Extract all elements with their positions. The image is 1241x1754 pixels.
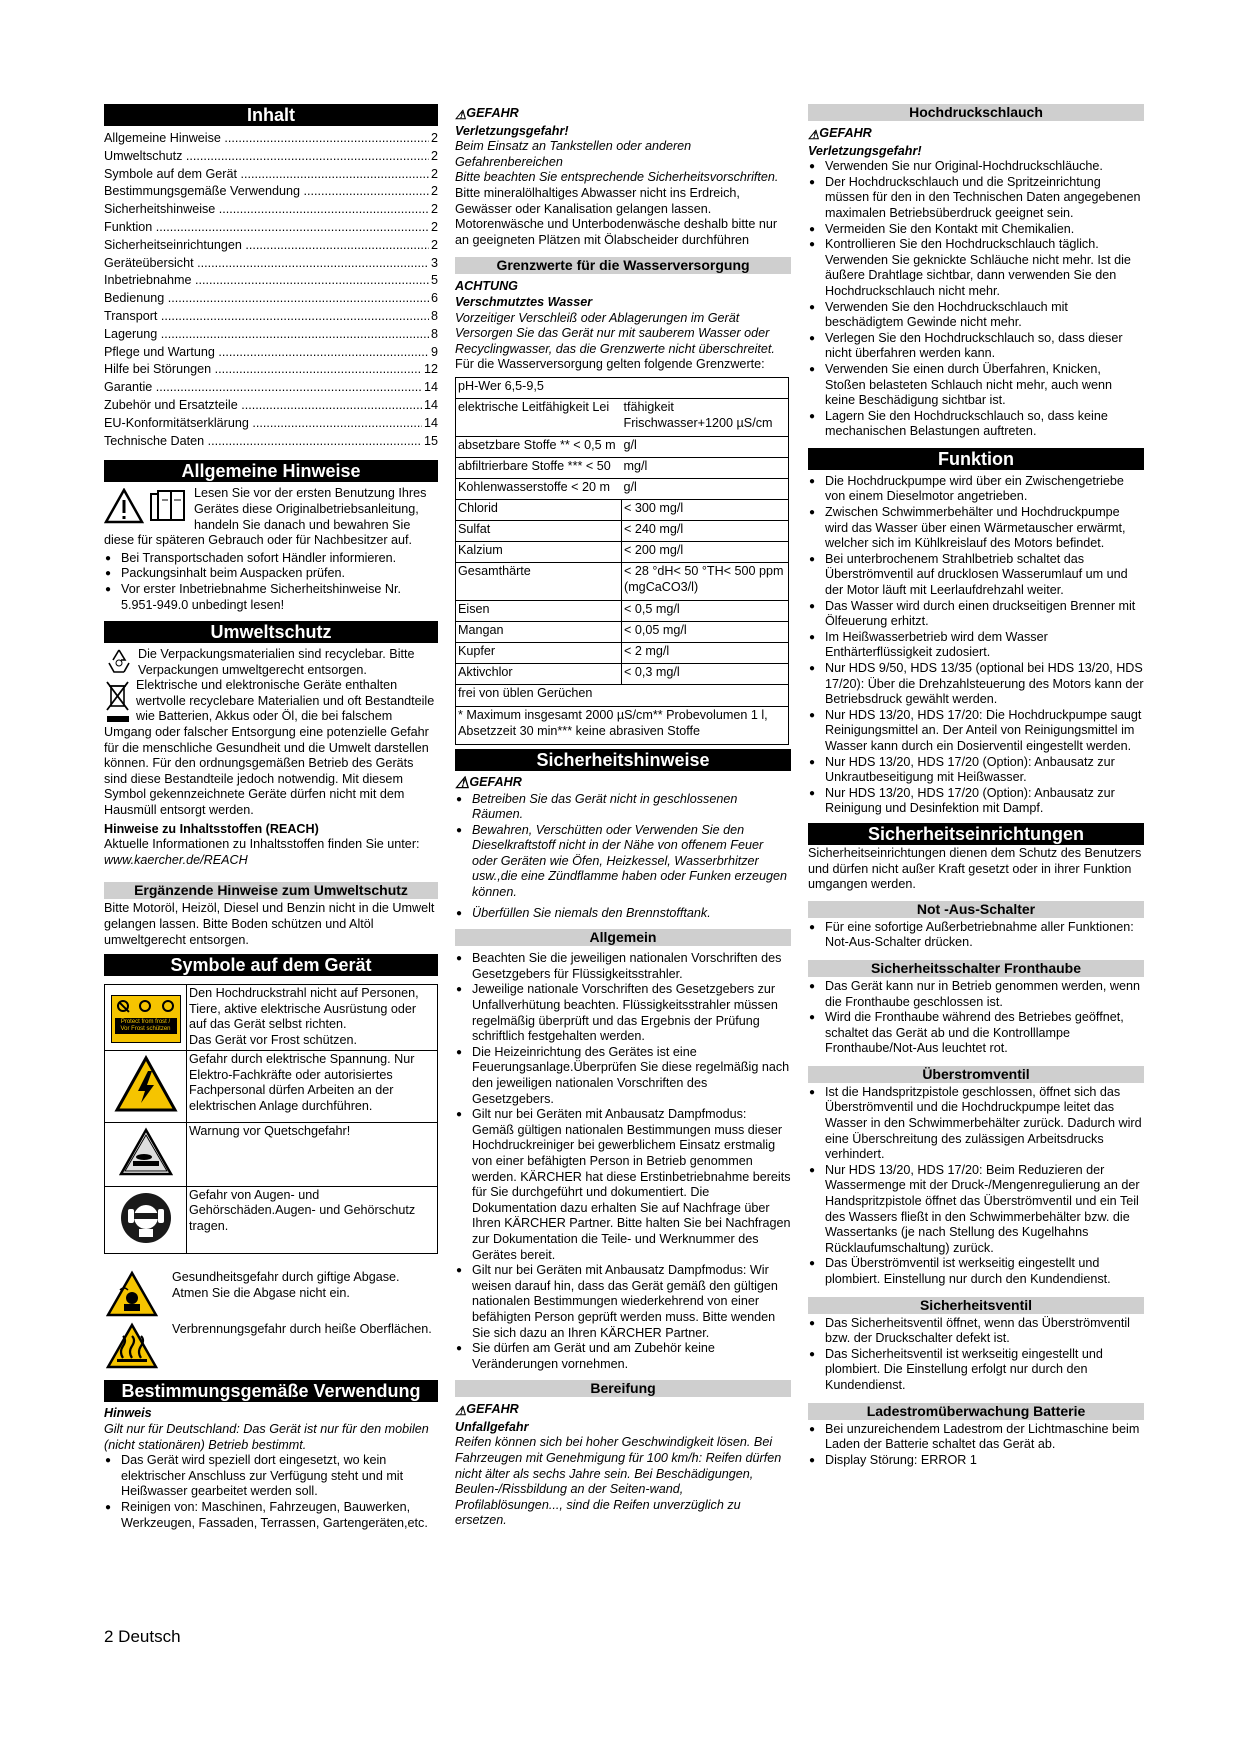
toc-entry[interactable] — [104, 237, 438, 255]
list-item: ● Nur HDS 13/20, HDS 17/20: Beim Reduzieren der Wassermenge mit der Druck-/Mengenregulierung an der Handspritzpistole öffnet das Überströmventil und ein Teil des Wassers fließt in den Schwimmerbehälter bzw. die Wassertanks (je nach Stellung des Kugelhahns Rücklaufumschaltung) zurück. — [808, 1163, 1144, 1257]
hinweis-text: Gilt nur für Deutschland: Das Gerät ist nur für den mobilen (nicht stationären) Betrieb bestimmt. — [104, 1421, 429, 1452]
toc-entry-title: Transport ..... — [104, 308, 429, 326]
table-row — [105, 985, 438, 1051]
list-item: ● Packungsinhalt beim Auspacken prüfen. — [104, 566, 438, 582]
table-row — [456, 541, 789, 562]
allgemeine-hinweise-intro: Lesen Sie vor der ersten Benutzung Ihres Gerätes diese Originalbetriebsanleitung, handeln Sie danach und bewahren Sie diese für späteren Gebrauch oder für Nachbesitzer auf. — [104, 486, 427, 548]
ueberstromventil-heading: Überstromventil — [808, 1066, 1144, 1083]
toc-entry[interactable] — [104, 183, 438, 201]
list-item: ● Vor erster Inbetriebnahme Sicherheitshinweise Nr. 5.951-949.0 unbedingt lesen! — [104, 582, 438, 613]
toc-entry-title: Allgemeine Hinweise ..... — [104, 130, 429, 148]
toc-entry-page: 3 — [430, 255, 438, 270]
fronthaube-heading: Sicherheitsschalter Fronthaube — [808, 960, 1144, 977]
toc-entry[interactable] — [104, 433, 438, 451]
table-row — [456, 520, 789, 541]
table-cell: < 2 mg/l — [622, 642, 789, 663]
grenzwerte-table — [455, 377, 789, 745]
table-cell: g/l — [622, 478, 789, 499]
toc-entry-page: 8 — [430, 308, 438, 323]
table-row — [105, 1186, 438, 1254]
toc-entry-title: Geräteübersicht ..... — [104, 255, 429, 273]
sicherheitseinrichtungen-heading: Sicherheitseinrichtungen — [808, 823, 1144, 845]
table-cell: < 300 mg/l — [622, 499, 789, 520]
table-row — [456, 398, 789, 436]
toc-entry-title: Zubehör und Ersatzteile ..... — [104, 397, 422, 415]
crossed-bin-icon — [106, 680, 130, 724]
list-item: ● Nur HDS 13/20, HDS 17/20: Die Hochdruckpumpe saugt Reinigungsmittel an. Der Anteil von Reinigungsmittel im Wasser kann durch ein Dosierventil eingestellt werden. — [808, 708, 1144, 755]
list-item: ● Ist die Handspritzpistole geschlossen, öffnet sich das Überströmventil und die Hochdruckpumpe leitet das Wasser in den Schwimmerbehälter zurück. Dadurch wird eine Überschreitung des zulässigen Arbeitsdrucks verhindert. — [808, 1085, 1144, 1163]
electric-hazard-icon — [114, 1055, 178, 1113]
toc-entry-page: 2 — [430, 166, 438, 181]
list-item: ● Beachten Sie die jeweiligen nationalen Vorschriften des Gesetzgebers für Flüssigkeitsstrahler. — [455, 951, 791, 982]
toc-entry[interactable] — [104, 290, 438, 308]
toc-entry[interactable] — [104, 361, 438, 379]
table-cell: < 28 °dH< 50 °TH< 500 ppm (mgCaCO3/l) — [622, 562, 789, 600]
table-cell: Kupfer — [456, 642, 622, 663]
table-cell: elektrische Leitfähigkeit Lei — [456, 398, 622, 436]
toc-entry[interactable] — [104, 379, 438, 397]
toc-entry-title: Inbetriebnahme ..... — [104, 272, 429, 290]
toc-entry-title: Technische Daten ..... — [104, 433, 422, 451]
toc-entry-title: Hilfe bei Störungen ..... — [104, 361, 422, 379]
list-item: ● Verwenden Sie den Hochdruckschlauch mit beschädigtem Gewinde nicht mehr. — [808, 300, 1144, 331]
list-item: ● Verwenden Sie nur Original-Hochdruckschläuche. — [808, 159, 1144, 175]
table-row — [456, 684, 789, 706]
vorschriften-text: Bitte beachten Sie entsprechende Sicherheitsvorschriften. — [455, 170, 779, 185]
table-cell: < 240 mg/l — [622, 520, 789, 541]
warning-triangle-icon: ⚠ — [808, 128, 820, 142]
symbol-text: Gefahr von Augen- und Gehörschäden.Augen- und Gehörschutz tragen. — [187, 1186, 438, 1254]
tankstellen-text: Beim Einsatz an Tankstellen oder anderen Gefahrenbereichen — [455, 139, 692, 169]
table-row — [456, 457, 789, 478]
list-item: ● Reinigen von: Maschinen, Fahrzeugen, Bauwerken, Werkzeugen, Fassaden, Terrassen, Gartengeräten,etc. — [104, 1500, 438, 1531]
table-cell: Gesamthärte — [456, 562, 622, 600]
manual-book-icon — [148, 488, 188, 524]
toc-entry-page: 2 — [430, 202, 438, 217]
toc-entry-title: Sicherheitseinrichtungen ..... — [104, 237, 429, 255]
gefahr-text: GEFAHR — [469, 774, 522, 789]
toc-entry-page: 5 — [430, 273, 438, 288]
toc-entry-title: Bedienung ..... — [104, 290, 429, 308]
table-cell: pH-Wer 6,5-9,5 — [456, 377, 789, 398]
list-item: ● Das Überströmventil ist werkseitig eingestellt und plombiert. Einstellung nur durch den Kundendienst. — [808, 1256, 1144, 1287]
table-cell: Eisen — [456, 600, 622, 621]
reach-title: Hinweise zu Inhaltsstoffen (REACH) — [104, 821, 319, 836]
recycle-icon — [104, 647, 134, 675]
list-item: ● Bewahren, Verschütten oder Verwenden Sie den Dieselkraftstoff nicht in der Nähe von offenem Feuer oder Geräten wie Öfen, Heizkessel, Wasserbrhitzer usw.,die eine Zündflamme haben oder Funken erzeugen können. — [455, 823, 791, 901]
ergaenzende-hinweise-text: Bitte Motoröl, Heizöl, Diesel und Benzin nicht in die Umwelt gelangen lassen. Bitte Boden schützen und Altöl umweltgerecht entsorgen. — [104, 901, 435, 947]
table-cell: absetzbare Stoffe ** < 0,5 m — [456, 436, 622, 457]
table-cell: abfiltrierbare Stoffe *** < 50 — [456, 457, 622, 478]
table-row — [456, 377, 789, 398]
abwasser-text: Bitte mineralölhaltiges Abwasser nicht ins Erdreich, Gewässer oder Kanalisation gelangen lassen. Motorenwäsche und Unterbodenwäsche deshalb bitte nur an geeigneten Plätzen mit Ölabscheider durchführen — [455, 185, 778, 247]
table-cell: * Maximum insgesamt 2000 µS/cm** Probevolumen 1 l, Absetzzeit 30 min*** keine abrasiven Stoffe — [456, 706, 789, 744]
table-of-contents — [104, 130, 438, 450]
bereifung-text: Reifen können sich bei hoher Geschwindigkeit lösen. Bei Fahrzeugen mit Genehmigung für 100 km/h: Reifen dürfen nicht älter als sechs Jahre sein. Bei Beschädigungen, Beulen-/Rissbildung an der Seiten-wand, Profilablösungen..., sind die Reifen unverzüglich zu ersetzen. — [455, 1435, 782, 1528]
ladestrom-heading: Ladestromüberwachung Batterie — [808, 1403, 1144, 1420]
toc-entry-title: Bestimmungsgemäße Verwendung ..... — [104, 183, 429, 201]
hinweis-label: Hinweis — [104, 1406, 152, 1421]
ergaenzende-hinweise-heading: Ergänzende Hinweise zum Umweltschutz — [104, 882, 438, 899]
hot-surface-text: Verbrennungsgefahr durch heiße Oberflächen. — [172, 1322, 432, 1337]
crush-hazard-icon — [119, 1127, 173, 1177]
reach-paragraph — [104, 837, 438, 868]
table-row — [456, 642, 789, 663]
list-item: ● Zwischen Schwimmerbehälter und Hochdruckpumpe wird das Wasser über einen Wärmetauscher erwärmt, welcher sich im Kühlkreislauf des Motors befindet. — [808, 505, 1144, 552]
toc-entry[interactable] — [104, 326, 438, 344]
toc-entry[interactable] — [104, 344, 438, 362]
eye-ear-protection-icon — [119, 1191, 173, 1245]
umweltschutz-p1: Die Verpackungsmaterialien sind recyclebar. Bitte Verpackungen umweltgerecht entsorgen. — [138, 647, 415, 677]
sicherheitseinrichtungen-text: Sicherheitseinrichtungen dienen dem Schutz des Benutzers und dürfen nicht außer Kraft gesetzt oder in ihrer Funktion umgangen werden. — [808, 845, 1142, 892]
funktion-heading: Funktion — [808, 448, 1144, 470]
table-cell: g/l — [622, 436, 789, 457]
toc-entry[interactable] — [104, 201, 438, 219]
table-cell: Chlorid — [456, 499, 622, 520]
toc-entry-page: 8 — [430, 326, 438, 341]
verletzungsgefahr: Verletzungsgefahr! — [455, 123, 569, 138]
bestimmung-heading: Bestimmungsgemäße Verwendung — [104, 1380, 438, 1402]
list-item: ● Für eine sofortige Außerbetriebnahme aller Funktionen: Not-Aus-Schalter drücken. — [808, 920, 1144, 951]
reach-link[interactable]: www.kaercher.de/REACH — [104, 852, 248, 867]
toc-entry-title: Funktion ..... — [104, 219, 429, 237]
sicherheitsventil-heading: Sicherheitsventil — [808, 1297, 1144, 1314]
gefahr-text: GEFAHR — [466, 1402, 519, 1417]
table-row — [456, 499, 789, 520]
allgemeine-hinweise-section — [104, 486, 438, 613]
list-item: ● Das Wasser wird durch einen druckseitigen Brenner mit Ölfeuerung erhitzt. — [808, 599, 1144, 630]
toc-entry[interactable] — [104, 130, 438, 148]
table-cell: tfähigkeit Frischwasser+1200 µS/cm — [622, 398, 789, 436]
toc-entry-page: 2 — [430, 219, 438, 234]
list-item: ● Nur HDS 13/20, HDS 17/20 (Option): Anbausatz zur Reinigung und Desinfektion mit Dampf. — [808, 786, 1144, 817]
table-cell: Aktivchlor — [456, 663, 622, 684]
table-row — [105, 1123, 438, 1187]
toc-entry-page: 6 — [430, 291, 438, 306]
toc-entry-title: Umweltschutz ..... — [104, 148, 429, 166]
toc-entry-page: 9 — [430, 344, 438, 359]
list-item: ● Nur HDS 9/50, HDS 13/35 (optional bei HDS 13/20, HDS 17/20): Über die Drehzahlsteuerung des Motors kann der Betriebsdruck gewählt werden. — [808, 661, 1144, 708]
column-1 — [104, 104, 438, 1531]
notaus-heading: Not -Aus-Schalter — [808, 901, 1144, 918]
list-item: ● Betreiben Sie das Gerät nicht in geschlossenen Räumen. — [455, 792, 791, 823]
toc-entry-page: 14 — [423, 397, 438, 412]
toc-entry-title: EU-Konformitätserklärung ..... — [104, 415, 422, 433]
table-row — [456, 663, 789, 684]
grenzwerte-intro: Für die Wasserversorgung gelten folgende Grenzwerte: — [455, 357, 765, 372]
gefahr-label — [455, 106, 791, 124]
umweltschutz-p2: Elektrische und elektronische Geräte enthalten wertvolle recyclebare Materialien und oft Bestandteile wie Batterien, Akkus oder Öl, die bei falschem Umgang oder falscher Entsorgung eine potenzielle Gefahr für die menschliche Gesundheit und die Umwelt darstellen können. Für den ordnungsgemäßen Betrieb des Geräts sind diese Bestandteile jedoch notwendig. Mit diesem Symbol gekennzeichnete Geräte dürfen nicht mit dem Hausmüll entsorgt werden. — [104, 678, 435, 818]
bereifung-heading: Bereifung — [455, 1380, 791, 1397]
hot-surface-icon — [106, 1322, 158, 1370]
list-item: ● Sie dürfen am Gerät und am Zubehör keine Veränderungen vornehmen. — [455, 1341, 791, 1372]
achtung-label: ACHTUNG — [455, 279, 518, 294]
symbol-table — [104, 984, 438, 1254]
list-item: ● Bei Transportschaden sofort Händler informieren. — [104, 551, 438, 567]
list-item: ● Bei unzureichendem Ladestrom der Lichtmaschine beim Laden der Batterie schaltet das Gerät ab. — [808, 1422, 1144, 1453]
list-item: ● Gilt nur bei Geräten mit Anbausatz Dampfmodus: Gemäß gültigen nationalen Bestimmungen muss dieser Hochdruckreiniger bei gewerblichem Einsatz erstmalig von einer befähigten Person in Betrieb genommen werden. KÄRCHER hat diese Erstinbetriebnahme bereits für Sie durchgeführt und dokumentiert. Die Dokumentation dazu erhalten Sie auf Nachfrage über Ihren KÄRCHER Partner. Bitte halten Sie bei Nachfragen zur Dokumentation die Teile- und Werknummer des Gerätes bereit. — [455, 1107, 791, 1263]
abgase-text: Gesundheitsgefahr durch giftige Abgase. Atmen Sie die Abgase nicht ein. — [172, 1270, 400, 1300]
unfallgefahr: Unfallgefahr — [455, 1419, 529, 1434]
abgase-row — [104, 1270, 438, 1318]
grenzwerte-text: Vorzeitiger Verschleiß oder Ablagerungen im Gerät Versorgen Sie das Gerät nur mit sauberem Wasser oder Recyclingwasser, das die Grenzwerte nicht überschreitet. — [455, 310, 775, 356]
sicherheitshinweise-heading: Sicherheitshinweise — [455, 749, 791, 771]
hot-surface-row — [104, 1322, 438, 1370]
toc-entry[interactable] — [104, 166, 438, 184]
toc-entry[interactable] — [104, 272, 438, 290]
symbol-text: Den Hochdruckstrahl nicht auf Personen, Tiere, aktive elektrische Ausrüstung oder auf das Gerät selbst richten. Das Gerät vor Frost schützen. — [187, 985, 438, 1051]
list-item: ● Vermeiden Sie den Kontakt mit Chemikalien. — [808, 222, 1144, 238]
list-item: ● Im Heißwasserbetrieb wird dem Wasser Enthärterflüssigkeit zudosiert. — [808, 630, 1144, 661]
toc-entry-title: Sicherheitshinweise ..... — [104, 201, 429, 219]
toc-entry-page: 2 — [430, 237, 438, 252]
list-item: ● Lagern Sie den Hochdruckschlauch so, dass keine mechanischen Belastungen auftreten. — [808, 409, 1144, 440]
toc-entry-page: 2 — [430, 148, 438, 163]
list-item: ● Gilt nur bei Geräten mit Anbausatz Dampfmodus: Wir weisen darauf hin, dass das Gerät gemäß den gültigen nationalen Bestimmungen wiederkehrend von einer befähigten Person geprüft werden muss. Bitte wenden Sie sich dazu an Ihren KÄRCHER Partner. — [455, 1263, 791, 1341]
warning-triangle-icon: ⚠ — [455, 108, 467, 122]
toxic-exhaust-icon — [106, 1270, 158, 1318]
list-item: ● Überfüllen Sie niemals den Brennstofftank. — [455, 906, 791, 922]
gefahr-text: GEFAHR — [819, 126, 872, 140]
table-row — [456, 436, 789, 457]
table-cell: Mangan — [456, 621, 622, 642]
list-item: ● Kontrollieren Sie den Hochdruckschlauch täglich. Verwenden Sie geknickte Schläuche nicht mehr. Ist die äußere Drahtlage sichtbar, dann verwenden Sie den Hochdruckschlauch nicht mehr. — [808, 237, 1144, 299]
umweltschutz-heading: Umweltschutz — [104, 621, 438, 643]
gefahr-label — [455, 775, 791, 792]
table-row — [456, 706, 789, 744]
table-cell: < 200 mg/l — [622, 541, 789, 562]
gefahr-text: GEFAHR — [466, 106, 519, 120]
toc-entry-page: 14 — [423, 380, 438, 395]
table-cell: Sulfat — [456, 520, 622, 541]
toc-entry-page: 14 — [423, 415, 438, 430]
toc-entry-page: 2 — [430, 184, 438, 199]
toc-entry-title: Pflege und Wartung ..... — [104, 344, 429, 362]
list-item: ● Wird die Fronthaube während des Betriebes geöffnet, schaltet das Gerät ab und die Kontrolllampe Fronthaube/Not-Aus leuchtet rot. — [808, 1010, 1144, 1057]
toc-heading: Inhalt — [104, 104, 438, 126]
table-cell: mg/l — [622, 457, 789, 478]
list-item: ● Der Hochdruckschlauch und die Spritzeinrichtung müssen für den in den Technischen Daten angegebenen maximalen Betriebsüberdruck geeignet sein. — [808, 175, 1144, 222]
list-item: ● Das Gerät kann nur in Betrieb genommen werden, wenn die Fronthaube geschlossen ist. — [808, 979, 1144, 1010]
table-row — [456, 600, 789, 621]
gefahr-label — [808, 126, 1144, 144]
toc-entry-title: Garantie ..... — [104, 379, 422, 397]
list-item: ● Die Heizeinrichtung des Gerätes ist eine Feuerungsanlage.Überprüfen Sie diese regelmäßig nach den jeweiligen nationalen Vorschriften des Gesetzgebers. — [455, 1045, 791, 1107]
bestimmung-section — [104, 1406, 438, 1531]
list-item: ● Verlegen Sie den Hochdruckschlauch so, dass dieser nicht überfahren werden kann. — [808, 331, 1144, 362]
toc-entry-title: Symbole auf dem Gerät ..... — [104, 166, 429, 184]
table-cell: Kalzium — [456, 541, 622, 562]
umweltschutz-section — [104, 647, 438, 948]
list-item: ● Nur HDS 13/20, HDS 17/20 (Option): Anbausatz zur Unkrautbeseitigung mit Heißwasser. — [808, 755, 1144, 786]
hochdruckschlauch-heading: Hochdruckschlauch — [808, 104, 1144, 121]
toc-entry-page: 15 — [423, 433, 438, 448]
toc-entry[interactable] — [104, 308, 438, 326]
frost-warning-sign-icon — [111, 995, 181, 1043]
list-item: ● Display Störung: ERROR 1 — [808, 1453, 1144, 1469]
list-item: ● Verwenden Sie einen durch Überfahren, Knicken, Stoßen belasteten Schlauch nicht mehr, auch wenn keine Beschädigung sichtbar ist. — [808, 362, 1144, 409]
toc-entry[interactable] — [104, 415, 438, 433]
table-row — [456, 621, 789, 642]
list-item: ● Jeweilige nationale Vorschriften des Gesetzgebers zur Unfallverhütung beachten. Flüssigkeitsstrahler müssen regelmäßig überprüft und das Ergebnis der Prüfung schriftlich festgehalten werden. — [455, 982, 791, 1044]
page-footer: 2 Deutsch — [104, 1627, 181, 1646]
list-item: ● Die Hochdruckpumpe wird über ein Zwischengetriebe von einem Dieselmotor angetrieben. — [808, 474, 1144, 505]
verletzungsgefahr: Verletzungsgefahr! — [808, 143, 922, 158]
list-item: ● Bei unterbrochenem Strahlbetrieb schaltet das Überströmventil auf drucklosen Wasserumlauf um und der Motor läuft mit Leerlaufdrehzahl weiter. — [808, 552, 1144, 599]
list-item: ● Das Sicherheitsventil öffnet, wenn das Überströmventil bzw. der Druckschalter defekt ist. — [808, 1316, 1144, 1347]
table-cell: < 0,05 mg/l — [622, 621, 789, 642]
list-item: ● Das Sicherheitsventil ist werkseitig eingestellt und plombiert. Die Einstellung erfolgt nur durch den Kundendienst. — [808, 1347, 1144, 1394]
toc-entry[interactable] — [104, 148, 438, 166]
symbole-heading: Symbole auf dem Gerät — [104, 954, 438, 976]
column-3 — [808, 104, 1144, 1468]
grenzwerte-heading: Grenzwerte für die Wasserversorgung — [455, 257, 791, 274]
allgemein-heading: Allgemein — [455, 929, 791, 946]
table-cell: < 0,5 mg/l — [622, 600, 789, 621]
table-row — [105, 1051, 438, 1123]
table-cell: Kohlenwasserstoffe < 20 m — [456, 478, 622, 499]
warning-triangle-icon — [104, 488, 144, 524]
symbol-text: Gefahr durch elektrische Spannung. Nur Elektro-Fachkräfte oder autorisiertes Fachpersonal dürfen Arbeiten an der elektrischen Anlage durchführen. — [187, 1051, 438, 1123]
toc-entry-page: 2 — [430, 131, 438, 145]
gefahr-label — [455, 1402, 791, 1420]
toc-entry[interactable] — [104, 219, 438, 237]
frost-sign-text: Protect from frost / Vor Frost schützen — [115, 1018, 177, 1034]
warning-triangle-icon: ⚠ — [455, 1404, 467, 1419]
allgemeine-hinweise-heading: Allgemeine Hinweise — [104, 460, 438, 482]
table-row — [456, 562, 789, 600]
column-2 — [455, 104, 791, 1529]
table-cell: < 0,3 mg/l — [622, 663, 789, 684]
toc-entry[interactable] — [104, 255, 438, 273]
list-item: ● Das Gerät wird speziell dort eingesetzt, wo kein elektrischer Anschluss zur Verfügung steht und mit Heißwasser gearbeitet werden soll. — [104, 1453, 438, 1500]
table-row — [456, 478, 789, 499]
symbol-text: Warnung vor Quetschgefahr! — [187, 1123, 438, 1187]
toc-entry-page: 12 — [423, 362, 438, 377]
warning-triangle-icon: ⚠ — [455, 774, 470, 792]
manual-read-icons — [104, 488, 188, 524]
toc-entry[interactable] — [104, 397, 438, 415]
verschmutztes-wasser: Verschmutztes Wasser — [455, 294, 593, 309]
table-cell: frei von üblen Gerüchen — [456, 684, 789, 706]
reach-text: Aktuelle Informationen zu Inhaltsstoffen finden Sie unter: — [104, 837, 420, 852]
toc-entry-title: Lagerung ..... — [104, 326, 429, 344]
